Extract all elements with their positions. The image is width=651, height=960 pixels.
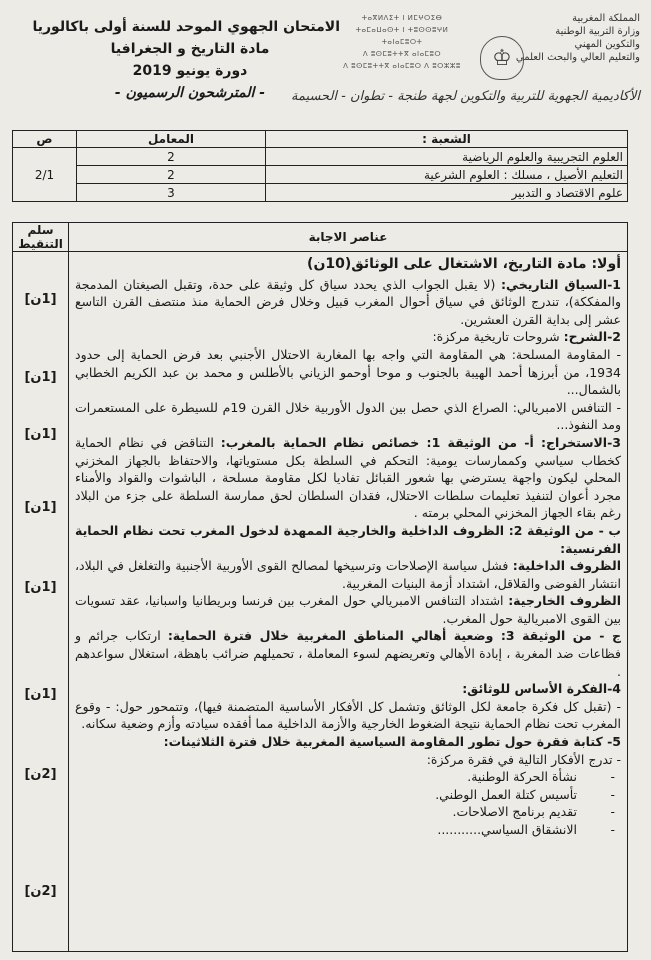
q3b-external-text: اشتداد التنافس الامبريالي حول المغرب بين فرنسا وبريطانيا واسبانيا، عقد تسويات بين القوى الامبريالية حول المغرب. bbox=[75, 593, 621, 626]
table-row bbox=[13, 184, 628, 202]
q2b-label: التنافس الامبريالي: bbox=[512, 399, 612, 415]
score-q2b: [1ن] bbox=[24, 427, 57, 442]
q3b-paragraph bbox=[75, 522, 621, 557]
list-item: - تأسيس كتلة العمل الوطني. bbox=[75, 786, 577, 804]
q4-text: - (تقبل كل فكرة جامعة لكل الوثائق وتشمل كل الأفكار الأساسية المتضمنة فيها)، وتتمحور حول: - وقوع المغرب تحت نظام الحماية نتيجة الضغوط الخارجية والأزمة الداخلية مما أفقده سيادته وأزم وضعية سكانه. bbox=[75, 698, 621, 732]
list-item: - نشأة الحركة الوطنية. bbox=[75, 768, 577, 786]
coef-cell: 2 bbox=[77, 166, 266, 184]
q3b-internal-label: الظروف الداخلية: bbox=[512, 558, 621, 574]
branch-cell: علوم الاقتصاد و التدبير bbox=[266, 184, 628, 202]
q2-intro: شروحات تاريخية مركزة: bbox=[432, 329, 564, 345]
coefficient-table bbox=[12, 130, 628, 202]
exam-subject: مادة التاريخ و الجغرافيا bbox=[110, 41, 270, 57]
q5-list bbox=[75, 768, 621, 838]
coef-header: المعامل bbox=[77, 131, 266, 148]
score-q3a: [1ن] bbox=[24, 500, 57, 515]
q4-paragraph bbox=[75, 680, 621, 698]
q2a-text: هي المقاومة التي واجه بها المغاربة الاحتلال الأجنبي بعد فرض الحماية إلى حدود 1934، من أبرزها أحمد الهيبة بالجنوب و موحا أوحمو الزياني بالأطلس و محمد بن عبد الكريم الخطابي بالشمال... bbox=[75, 346, 621, 398]
q3-label: 3-الاستخراج: bbox=[541, 434, 621, 450]
score-q5: [2ن] bbox=[24, 884, 57, 899]
exam-candidates: - المترشحون الرسميون - bbox=[114, 85, 266, 101]
q3a-text: التناقض في نظام الحماية كخطاب سياسي وكممارسات يومية: التحكم في السلطة بكل مستوياتها، والاحتفاظ بالجهاز المخزني المحلي ليكون واجهة يسترضي بها شعور القبائل تفاديا لكل مقاومة مسلحة ، الباشوات والقواد والأمناء مجرد أعوان لتنفيذ تعليمات سلطات الاحتلال، فقدان السلطان لحق ممارسة السلطة على جزء من البلاد رغم بقاء الجهاز المخزني المحلي برمته . bbox=[75, 434, 621, 521]
ministry-header bbox=[291, 8, 640, 108]
q5-intro: - تدرج الأفكار التالية في فقرة مركزة: bbox=[426, 751, 621, 767]
coef-cell: 2 bbox=[77, 148, 266, 166]
coat-of-arms-icon: ♔ bbox=[480, 36, 524, 80]
list-item: - تقديم برنامج الاصلاحات. bbox=[75, 803, 577, 821]
q3b-internal-paragraph bbox=[75, 557, 621, 592]
score-q4: [2ن] bbox=[24, 767, 57, 782]
q4-label: 4-الفكرة الأساس للوثائق: bbox=[462, 681, 621, 697]
score-q3c: [1ن] bbox=[24, 687, 57, 702]
score-q1: [1ن] bbox=[24, 292, 57, 307]
score-column bbox=[13, 252, 69, 952]
score-q3b: [1ن] bbox=[24, 580, 57, 595]
q3b-external-paragraph bbox=[75, 592, 621, 627]
score-q2a: [1ن] bbox=[24, 370, 57, 385]
q3c-label: ج - من الوثيقة 3: وضعية أهالي المناطق المغربية خلال فترة الحماية: bbox=[167, 628, 622, 644]
q2b-paragraph: - التنافس الامبريالي: الصراع الذي حصل بين الدول الأوربية خلال القرن 19م للسيطرة على المستعمرات ومد النفوذ... bbox=[75, 399, 622, 433]
ministry-name: المملكة المغربية وزارة التربية الوطنية والتكوين المهني والتعليم العالي والبحث العلمي bbox=[515, 13, 640, 63]
q1-paragraph bbox=[75, 276, 621, 329]
q3c-paragraph bbox=[75, 627, 621, 680]
table-row bbox=[13, 148, 628, 166]
q3a-label: أ- من الوثيقة 1: خصائص نظام الحماية بالمغرب: bbox=[220, 434, 542, 450]
branch-header: الشعبة : bbox=[266, 131, 628, 148]
table-row bbox=[13, 166, 628, 184]
q2-label: 2-الشرح: bbox=[563, 329, 621, 345]
q3a-paragraph bbox=[75, 434, 621, 522]
ministry-name-tifinagh: ⵜⴰⴳⵍⴷⵉⵜ ⵏ ⵍⵎⵖⵔⵉⴱ ⵜⴰⵎⴰⵡⴰⵙⵜ ⵏ ⵜⵓⵙⵙⵓⵖⵍ ⵜⴰⵏⴰⵎⵓⵔⵜ ⴷ ⵓⵙⵎⵓⵜⵜⴳ ⴰⵏⴰⵎⵓⵔ ⴷ ⵓⵙⵎⵓⵜⵜⴳ ⴰⵏⴰⵎⵓⵔ ⴷ ⵓⵔⵣⵣⵓ bbox=[343, 14, 461, 70]
answer-table bbox=[12, 222, 628, 952]
q2a-paragraph: - المقاومة المسلحة: هي المقاومة التي واجه بها المغاربة الاحتلال الأجنبي بعد فرض الحماية إلى حدود 1934، من أبرزها أحمد الهيبة بالجنوب و موحا أوحمو الزياني بالأطلس و محمد بن عبد الكريم الخطابي بالشمال... bbox=[75, 346, 621, 398]
q3b-external-label: الظروف الخارجية: bbox=[508, 593, 622, 609]
q1-text: (لا يقبل الجواب الذي يحدد سياق كل وثيقة على حدة، وتقبل الصيغتان المدمجة والمفككة)، تندرج الوثائق في سياق أحوال المغرب قبيل وخلال فرض الحماية منذ منتصف القرن التاسع عشر إلى بداية القرن العشرين. bbox=[75, 276, 621, 327]
q5-paragraph bbox=[75, 733, 621, 751]
part-title: أولا: مادة التاريخ، الاشتغال على الوثائق(10ن) bbox=[307, 256, 621, 272]
page-header: ص bbox=[13, 131, 77, 148]
list-item: - الانشقاق السياسي........... bbox=[75, 821, 577, 839]
q2-paragraph bbox=[75, 328, 621, 346]
page-number: 2/1 bbox=[13, 148, 77, 202]
branch-cell: العلوم التجريبية والعلوم الرياضية bbox=[266, 148, 628, 166]
q3c-text: ارتكاب جرائم و فظاعات ضد المغربة ، إبادة الأهالي وتعريضهم لسوء المعاملة ، تحميلهم ضرائب باهظة، استغلال سواعدهم . bbox=[75, 628, 621, 679]
branch-cell: التعليم الأصيل ، مسلك : العلوم الشرعية bbox=[266, 166, 628, 184]
q2b-text: الصراع الذي حصل بين الدول الأوربية خلال القرن 19م للسيطرة على المستعمرات ومد النفوذ... bbox=[75, 399, 621, 433]
academy-name: الأكاديمية الجهوية للتربية والتكوين لجهة طنجة - تطوان - الحسيمة bbox=[291, 89, 640, 104]
exam-title: الامتحان الجهوي الموحد للسنة أولى باكالوريا bbox=[32, 19, 340, 35]
q5-label: 5- كتابة فقرة حول تطور المقاومة السياسية المغربية خلال فترة الثلاثينات: bbox=[163, 734, 621, 750]
exam-session: دورة يونيو 2019 bbox=[132, 63, 248, 79]
q2a-label: المقاومة المسلحة: bbox=[511, 346, 611, 362]
q3b-internal-text: فشل سياسة الإصلاحات وترسيخها لمصالح القوى الأوربية الأجنبية والتغلغل في البلاد، انتشار الفوضى والقلاقل، اشتداد أزمة البنيات المغربية. bbox=[75, 558, 621, 591]
q3b-label: ب - من الوثيقة 2: الظروف الداخلية والخارجية الممهدة لدخول المغرب تحت نظام الحماية الفرنسية: bbox=[75, 522, 621, 556]
coef-cell: 3 bbox=[77, 184, 266, 202]
score-scale-header: سلم التنقيط bbox=[13, 223, 69, 252]
exam-header bbox=[32, 16, 340, 104]
answer-content bbox=[69, 252, 628, 952]
answer-elements-header: عناصر الاجابة bbox=[69, 223, 628, 252]
q1-label: 1-السياق التاريخي: bbox=[501, 276, 621, 292]
